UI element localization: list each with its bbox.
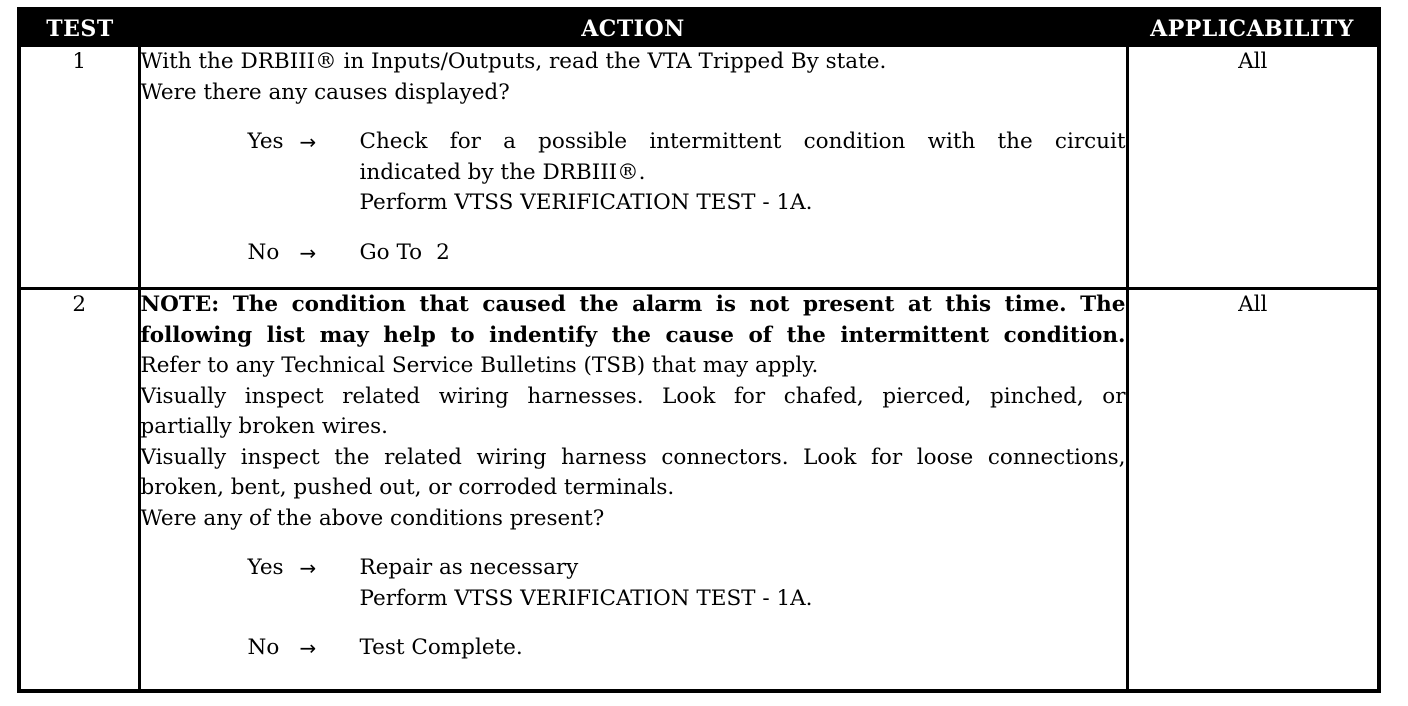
outcome-text: Repair as necessary [359,555,579,580]
right-arrow-icon: → [299,240,317,265]
test-number: 2 [72,292,87,317]
header-test: TEST [21,11,139,47]
table-header-row [21,11,1377,47]
action-line: Refer to any Technical Service Bulletins (TSB) that may apply. [140,353,819,378]
header-applicability: APPLICABILITY [1127,11,1377,47]
outcome-yes [248,553,1126,614]
no-label: No [247,239,280,265]
no-label: No [247,635,280,660]
outcome-no [248,238,1126,269]
goto-test-link[interactable]: 2 [436,239,450,265]
action-question: Were there any causes displayed? [140,79,510,105]
action-cell [139,47,1127,289]
yes-label: Yes [247,129,284,154]
outcome-text: Test Complete. [359,635,523,660]
applicability-value: All [1238,292,1268,317]
outcome-text: Perform VTSS VERIFICATION TEST - 1A. [359,190,813,215]
outcome-text: indicated by the DRBIII®. [359,159,646,185]
outcome-yes-body [340,553,1126,614]
right-arrow-icon: → [299,130,317,154]
outcome-yes-body [340,127,1126,219]
note-line: NOTE: The condition that caused the alarm is not present at this time. The [140,292,1126,317]
test-number: 1 [21,47,139,289]
action-cell [139,289,1127,690]
right-arrow-icon: → [299,636,317,660]
table-row [21,47,1377,289]
outcome-no [248,633,1126,664]
action-line: partially broken wires. [140,414,388,439]
outcome-text: Perform VTSS VERIFICATION TEST - 1A. [359,585,813,611]
applicability-value: All [1127,47,1377,289]
goto-text: Go To [359,239,423,265]
action-line: With the DRBIII® in Inputs/Outputs, read the VTA Tripped By state. [140,49,887,74]
diagnostic-test-sheet [17,7,1381,693]
outcome-text: Check for a possible intermittent condition with the circuit [359,129,1126,154]
action-line: broken, bent, pushed out, or corroded terminals. [140,475,675,500]
outcome-no-body [340,633,1126,664]
table-row [21,289,1377,690]
note-line: following list may help to indentify the cause of the intermittent condition. [140,322,1126,348]
action-question: Were any of the above conditions present? [140,505,605,531]
diagnostic-table [21,11,1377,689]
action-line: Visually inspect the related wiring harness connectors. Look for loose connections, [140,444,1126,470]
outcome-yes [248,127,1126,219]
header-action: ACTION [139,11,1127,47]
right-arrow-icon: → [299,556,317,580]
action-line: Visually inspect related wiring harnesses. Look for chafed, pierced, pinched, or [140,383,1126,409]
outcome-no-body [340,238,1126,269]
yes-label: Yes [247,555,284,580]
